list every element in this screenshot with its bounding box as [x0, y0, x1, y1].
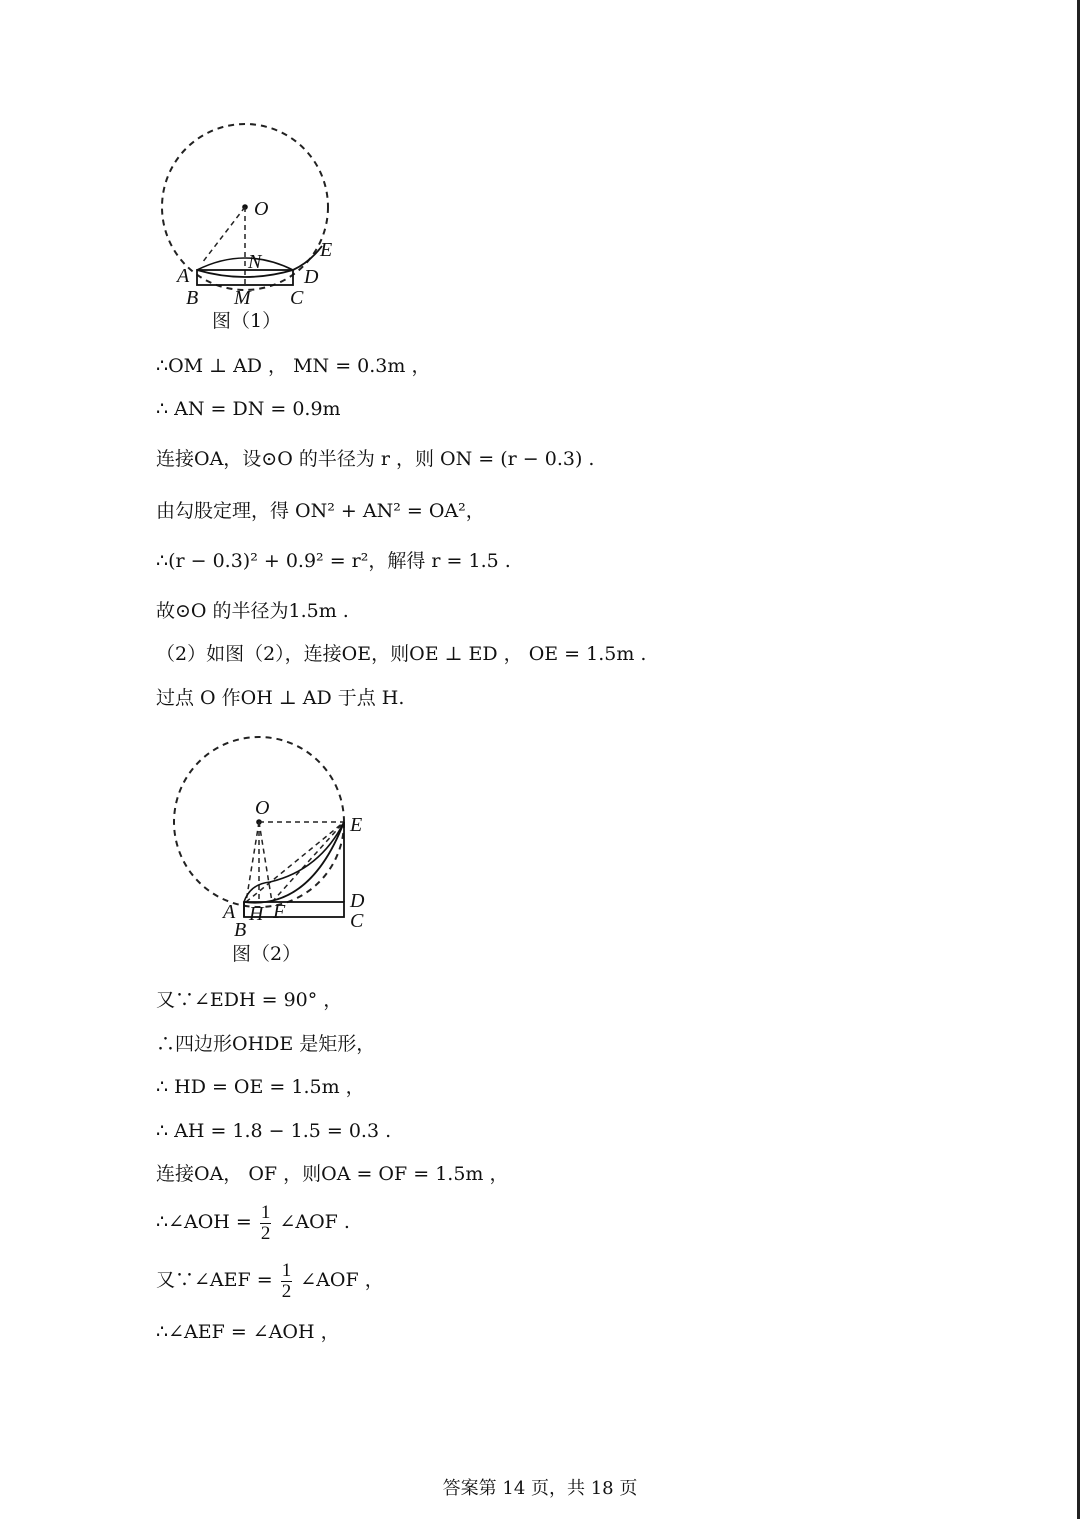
fraction-numerator: 1 [260, 1201, 271, 1223]
fig2-label-F: F [273, 901, 286, 923]
fraction-line-2 [156, 1258, 384, 1302]
fig2-label-C: C [350, 910, 364, 932]
text-line: ∴(r − 0.3)² + 0.9² = r²，解得 r = 1.5 . [156, 550, 511, 572]
text-post: ∠AOF . [279, 1211, 350, 1233]
text-line: ∴四边形OHDE 是矩形， [156, 1033, 376, 1055]
text-line: 又∵∠EDH = 90° ， [156, 989, 343, 1011]
figure-2 [160, 730, 390, 970]
fig2-label-B: B [234, 919, 247, 941]
fraction-denominator: 2 [281, 1280, 292, 1302]
fig1-label-D: D [304, 266, 319, 288]
fig1-label-N: N [248, 251, 262, 273]
text-line: ∴ HD = OE = 1.5m ， [156, 1076, 365, 1098]
text-line: 过点 O 作OH ⊥ AD 于点 H. [156, 687, 405, 709]
fig2-label-A: A [223, 901, 236, 923]
fraction-denominator: 2 [260, 1222, 271, 1244]
fig1-label-O: O [254, 198, 269, 220]
fig2-label-H: H [249, 903, 264, 925]
fig2-label-E: E [350, 814, 363, 836]
figure-1 [150, 118, 350, 343]
text-line: ∴ AH = 1.8 − 1.5 = 0.3 . [156, 1120, 392, 1142]
fraction-line-1 [156, 1200, 350, 1244]
text-line: ∴∠AEF = ∠AOH ， [156, 1321, 340, 1343]
fig1-label-C: C [290, 287, 304, 309]
fraction-half [260, 1203, 272, 1244]
fraction-half [281, 1261, 293, 1302]
text-line: ∴OM ⊥ AD ， MN = 0.3m ， [156, 355, 431, 377]
text-pre: 又∵∠AEF = [156, 1269, 273, 1291]
text-line: ∴ AN = DN = 0.9m [156, 398, 341, 420]
fig1-label-E: E [320, 239, 333, 261]
fig2-label-D: D [350, 890, 365, 912]
fig1-label-M: M [234, 287, 251, 309]
fig2-caption: 图（2） [232, 943, 302, 965]
text-pre: ∴∠AOH = [156, 1211, 252, 1233]
text-line: 连接OA， OF ，则OA = OF = 1.5m ， [156, 1163, 509, 1185]
fig1-caption: 图（1） [212, 310, 282, 332]
text-line: 连接OA，设⊙O 的半径为 r ，则 ON = (r − 0.3) . [156, 448, 595, 470]
text-post: ∠AOF ， [300, 1269, 384, 1291]
fig2-label-O: O [255, 797, 270, 819]
text-line: 由勾股定理，得 ON² + AN² = OA²， [156, 500, 485, 522]
text-line: 故⊙O 的半径为1.5m . [156, 600, 349, 622]
fraction-numerator: 1 [281, 1259, 292, 1281]
fig1-label-B: B [186, 287, 199, 309]
page-footer: 答案第 14 页，共 18 页 [442, 1478, 638, 1499]
fig1-label-A: A [177, 265, 190, 287]
text-line: （2）如图（2），连接OE，则OE ⊥ ED ， OE = 1.5m . [156, 643, 647, 665]
